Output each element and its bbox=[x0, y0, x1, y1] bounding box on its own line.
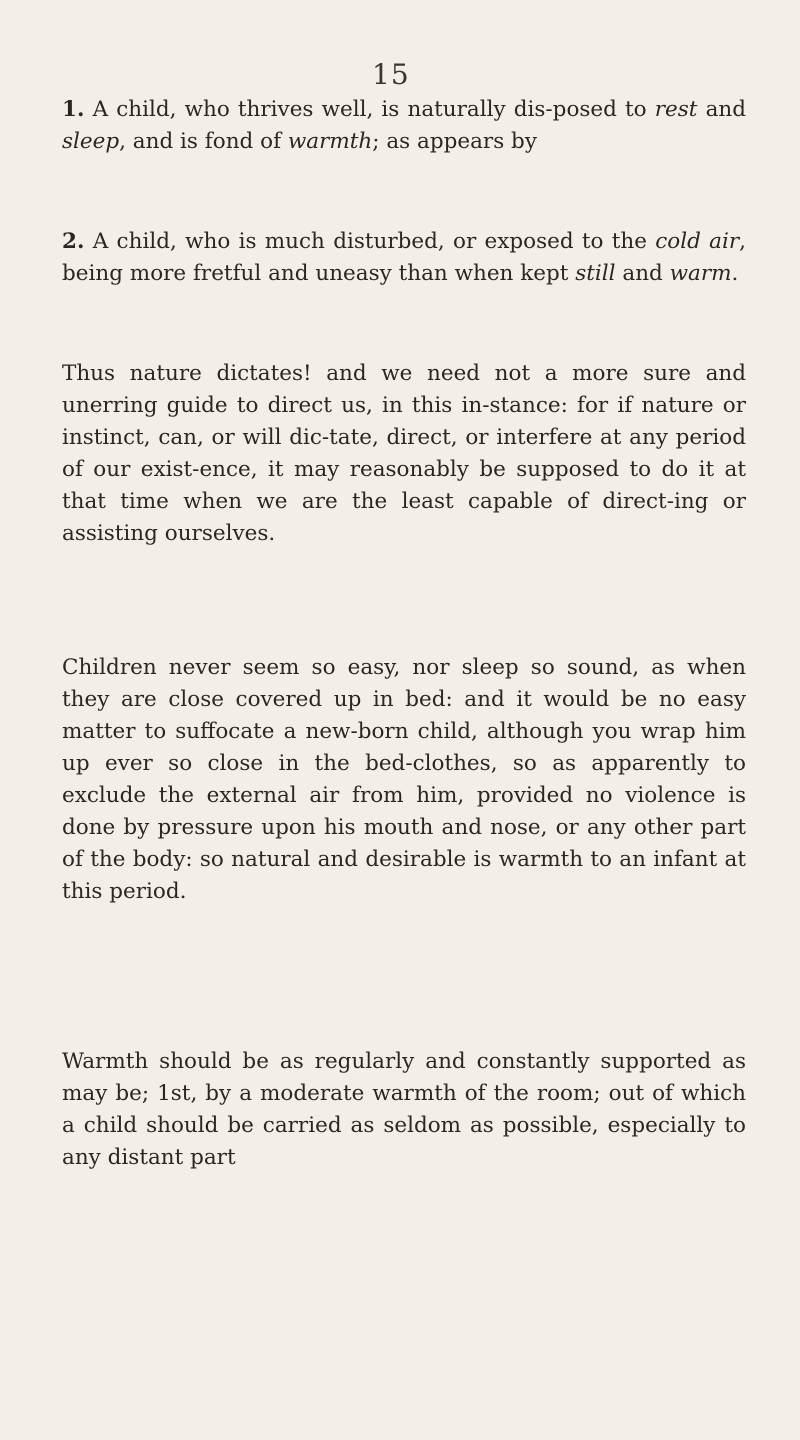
paragraph-1-italic-warmth: warmth bbox=[287, 129, 373, 154]
paragraph-1-number: 1. bbox=[62, 97, 85, 122]
paragraph-1-text-d: ; as appears by bbox=[372, 129, 537, 154]
paragraph-2-text-c: and bbox=[615, 261, 670, 286]
paragraph-1-text-b: and bbox=[697, 97, 746, 122]
paragraph-2 bbox=[62, 226, 746, 290]
page-number: 15 bbox=[372, 58, 410, 91]
paragraph-2-number: 2. bbox=[62, 229, 85, 254]
paragraph-2-italic-warm: warm bbox=[669, 261, 732, 286]
paragraph-2-text-a: A child, who is much disturbed, or exposed to the bbox=[84, 229, 656, 254]
paragraph-1 bbox=[62, 94, 746, 158]
paragraph-1-text-a: A child, who thrives well, is naturally dis-posed to bbox=[84, 97, 655, 122]
paragraph-2-italic-still: still bbox=[575, 261, 616, 286]
paragraph-1-italic-rest: rest bbox=[654, 97, 698, 122]
paragraph-3: Thus nature dictates! and we need not a more sure and unerring guide to direct us, in this in-stance: for if nature or instinct, can, or will dic-tate, direct, or interfere at any period of our exist-ence, it may reasonably be supposed to do it at that time when we are the least capable of direct-ing or assisting ourselves. bbox=[62, 361, 746, 546]
paragraph-1-text-c: , and is fond of bbox=[119, 129, 288, 154]
paragraph-2-text-b: , being more fretful and uneasy than when kept bbox=[62, 229, 746, 286]
paragraph-2-italic-cold-air: cold air bbox=[655, 229, 740, 254]
paragraph-1-italic-sleep: sleep bbox=[62, 129, 120, 154]
paragraph-5: Warmth should be as regularly and constantly supported as may be; 1st, by a moderate warmth of the room; out of which a child should be carried as seldom as possible, especially to any distant part bbox=[62, 1049, 746, 1170]
paragraph-2-text-d: . bbox=[731, 261, 739, 286]
paragraph-4: Children never seem so easy, nor sleep so sound, as when they are close covered up in bed: and it would be no easy matter to suffocate a new-born child, although you wrap him up ever so close in the bed-clothes, so as apparently to exclude the external air from him, provided no violence is done by pressure upon his mouth and nose, or any other part of the body: so natural and desirable is warmth to an infant at this period. bbox=[62, 655, 746, 904]
